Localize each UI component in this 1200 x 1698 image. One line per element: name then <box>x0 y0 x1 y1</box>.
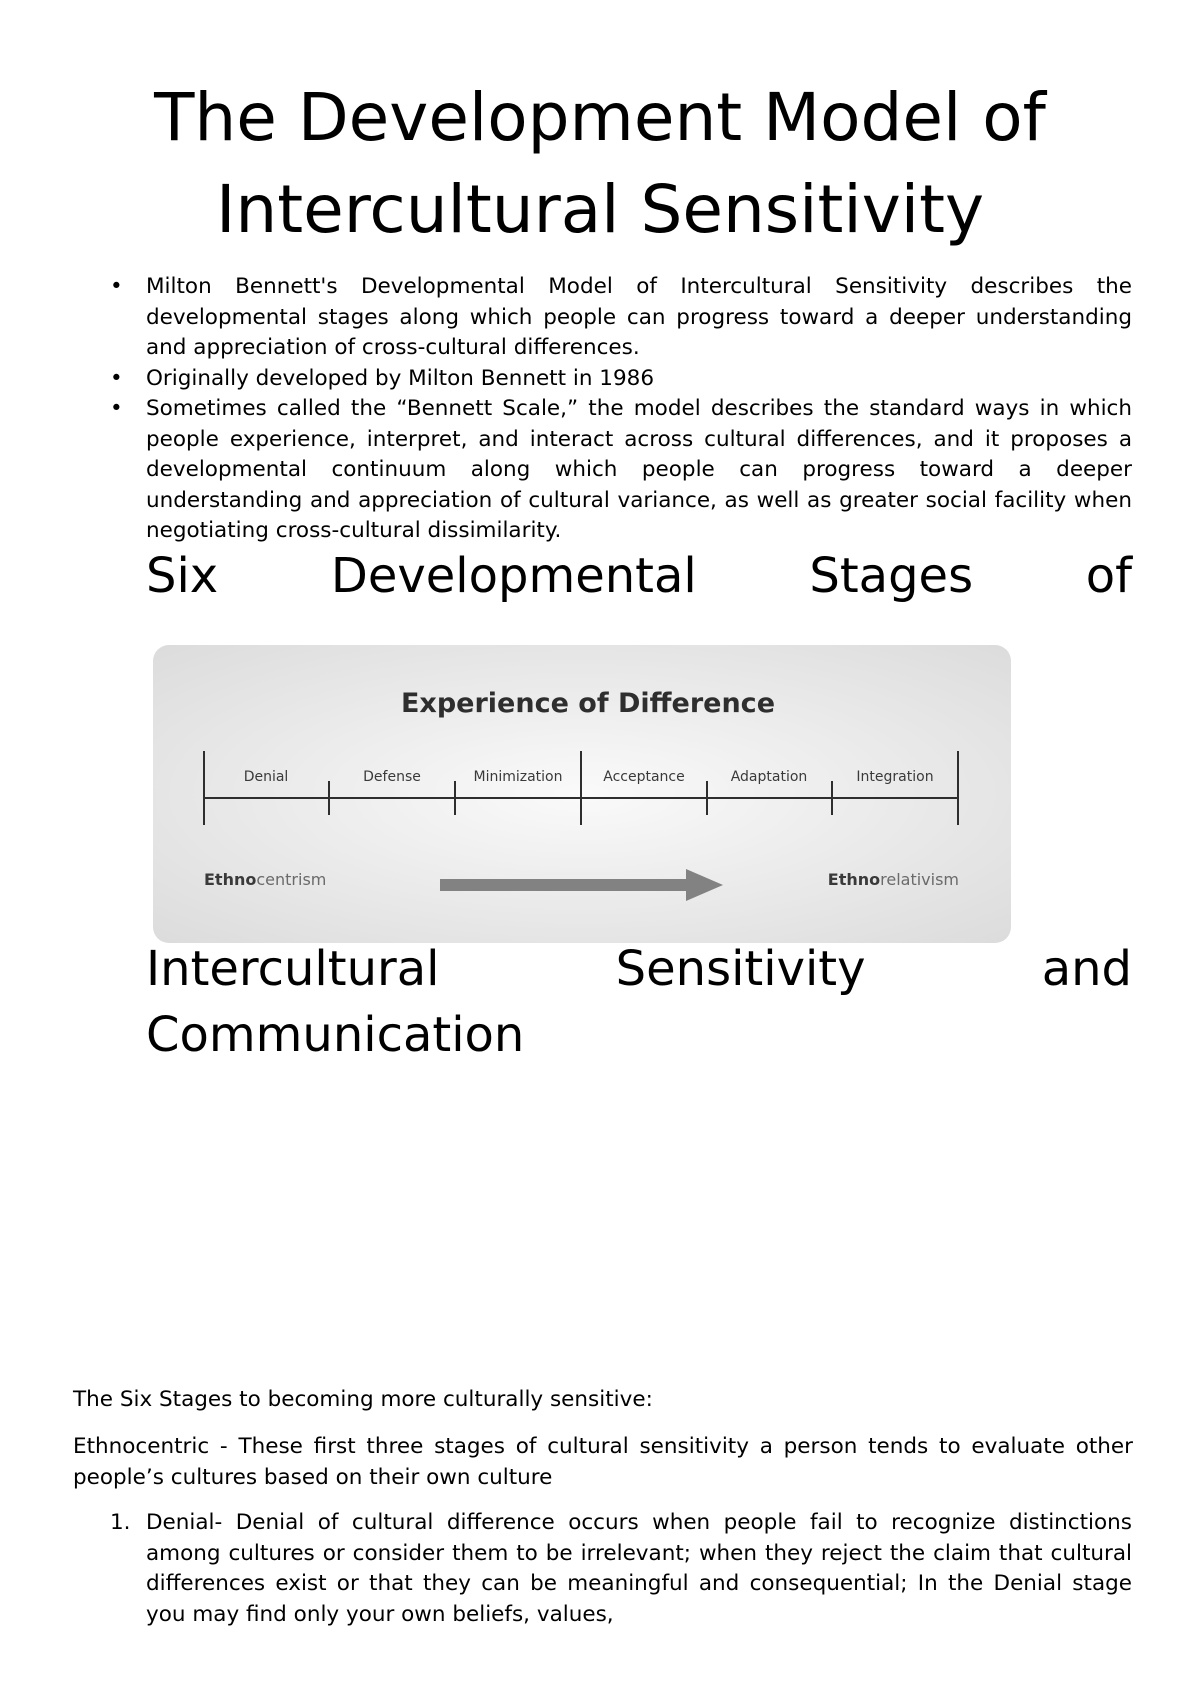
stages-intro-paragraph: The Six Stages to becoming more culturally sensitive: <box>73 1387 653 1412</box>
list-number: 1. <box>110 1510 131 1535</box>
ethnorelativism-label: Ethnorelativism <box>827 870 959 889</box>
stage-label-defense: Defense <box>363 769 421 785</box>
stage-label-acceptance: Acceptance <box>603 769 685 785</box>
page-title: The Development Model of Intercultural Sensitivity <box>154 79 1046 248</box>
bullet-item: • Milton Bennett's Developmental Model of Intercultural Sensitivity describes the developmental stages along which people can progress toward a deeper understanding and appreciation of cross-cultural differences. <box>146 272 1132 364</box>
bullet-item: • Sometimes called the “Bennett Scale,” the model describes the standard ways in which people experience, interpret, and interact across cultural differences, and it proposes a developmental continuum along which people can progress toward a deeper understanding and appreciation of cultural variance, as well as greater social facility when negotiating cross-cultural dissimilarity. <box>146 394 1132 547</box>
diagram-title: Experience of Difference <box>400 688 776 719</box>
section-heading-part1: Six Developmental Stages of <box>146 548 1132 604</box>
list-item-text: Denial- Denial of cultural difference occurs when people fail to recognize distinctions among cultures or consider them to be irrelevant; when they reject the claim that cultural differences exist or that they can be meaningful and consequential; In the Denial stage you may find only your own beliefs, values, <box>146 1510 1132 1627</box>
stage-label-denial: Denial <box>243 769 289 785</box>
ethnocentric-paragraph: Ethnocentric - These first three stages of cultural sensitivity a person tends to evaluate other people’s cultures based on their own culture <box>73 1434 1133 1490</box>
section-heading-part2-continued: Communication <box>146 1007 525 1063</box>
section-heading-part2: Intercultural Sensitivity and <box>146 941 1132 997</box>
bullet-item: • Originally developed by Milton Bennett in 1986 <box>146 364 1132 395</box>
ethnocentrism-label: Ethnocentrism <box>204 870 327 889</box>
stage-label-minimization: Minimization <box>473 769 563 785</box>
list-item <box>110 1508 1132 1630</box>
stage-label-integration: Integration <box>856 769 934 785</box>
experience-of-difference-diagram <box>153 645 1011 943</box>
stages-numbered-list <box>110 1508 1132 1630</box>
intro-bullet-list <box>146 272 1132 547</box>
stage-label-adaptation: Adaptation <box>730 769 808 785</box>
